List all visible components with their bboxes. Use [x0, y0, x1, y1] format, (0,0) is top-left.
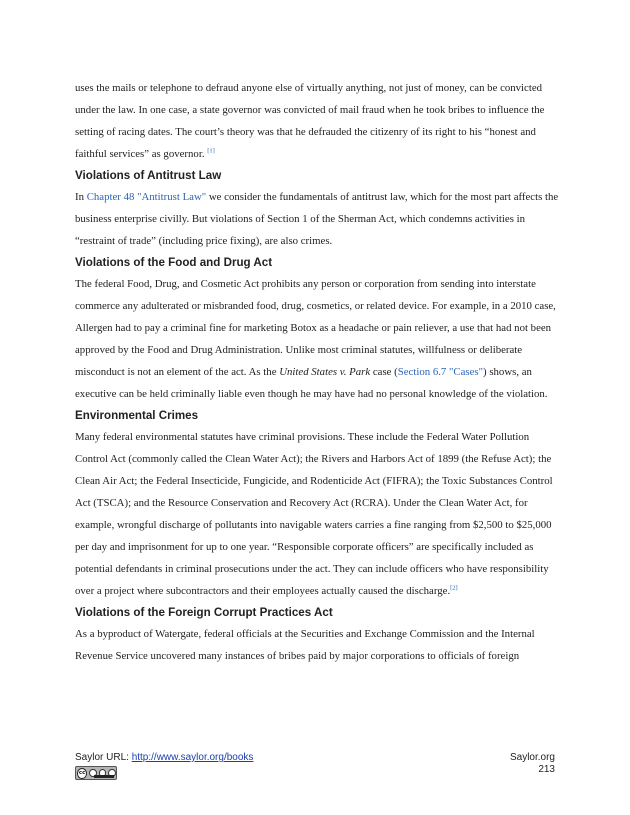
case-name: United States v. Park [279, 366, 371, 378]
section-heading-fcpa: Violations of the Foreign Corrupt Practices Act [75, 606, 333, 619]
paragraph-text: The federal Food, Drug, and Cosmetic Act prohibits any person or corporation from sending into interstate commerce any adulterated or misbranded food, drug, cosmetics, or related device. For example, in a 2010 case, Allergen had to pay a criminal fine for marketing Botox as a headache or pain reliever, a use that had not been approved by the Food and Drug Administration. Unlike most criminal statutes, willfulness or deliberate misconduct is not an element of the act. As the [75, 278, 556, 378]
footer-url-label: Saylor URL: [75, 752, 132, 763]
paragraph-fcpa: As a byproduct of Watergate, federal officials at the Securities and Exchange Commission and the Internal Revenue Service uncovered many instances of bribes paid by major corporations to officials of foreign [75, 628, 535, 662]
paragraph-text: uses the mails or telephone to defraud anyone else of virtually anything, not just of money, can be convicted under the law. In one case, a state governor was convicted of mail fraud when he took bribes to influence the setting of racing dates. The court’s theory was that he defrauded the citizenry of its right to his “honest and faithful services” as governor. [75, 82, 545, 160]
page-number: 213 [538, 764, 555, 775]
section-heading-food-drug: Violations of the Food and Drug Act [75, 256, 273, 269]
footer-url-link[interactable]: http://www.saylor.org/books [131, 752, 254, 763]
cc-label-strip [94, 775, 114, 778]
paragraph-text: we consider the fundamentals of antitrust law, which for the most part affects the business enterprise civilly. But violations of Section 1 of the Sherman Act, which condemns activities in “restraint of trade” (including price fixing), are also crimes. [75, 191, 559, 247]
footnote-link[interactable]: [1] [207, 147, 215, 155]
section-6-7-link[interactable]: Section 6.7 "Cases" [397, 366, 484, 378]
section-heading-environmental: Environmental Crimes [75, 409, 199, 422]
footnote-link[interactable]: [2] [450, 584, 458, 592]
section-heading-antitrust: Violations of Antitrust Law [75, 169, 222, 182]
paragraph-food-drug [75, 273, 560, 405]
footer-site-info [510, 752, 555, 776]
paragraph-text: case ( [370, 366, 398, 378]
page-body [75, 77, 560, 667]
footer-site-name: Saylor.org [509, 752, 555, 763]
paragraph-antitrust [75, 186, 560, 252]
paragraph-text: Many federal environmental statutes have criminal provisions. These include the Federal Water Pollution Control Act (commonly called the Clean Water Act); the Rivers and Harbors Act of 1899 (the Refuse Act); the Clean Air Act; the Federal Insecticide, Fungicide, and Rodenticide Act (FIFRA); the Toxic Substances Control Act (TSCA); and the Resource Conservation and Recovery Act (RCRA). Under the Clean Water Act, for example, wrongful discharge of pollutants into navigable waters carries a fine ranging from $2,500 to $25,000 per day and imprisonment for up to one year. “Responsible corporate officers” are specifically included as potential defendants in criminal prosecutions under the act. They can include officers who have responsibility over a project where subcontractors and their employees actually caused the discharge. [75, 431, 553, 597]
footer-source [75, 752, 253, 763]
paragraph-mail-fraud [75, 77, 560, 165]
paragraph-environmental [75, 426, 560, 602]
chapter-48-link[interactable]: Chapter 48 "Antitrust Law" [86, 191, 207, 203]
creative-commons-license-icon[interactable] [75, 766, 117, 780]
paragraph-text: In [75, 191, 87, 203]
cc-logo-icon: cc [77, 768, 87, 779]
paragraph-text: ) shows, an executive can be held criminally liable even though he may have had no personal knowledge of the violation. [75, 366, 548, 400]
